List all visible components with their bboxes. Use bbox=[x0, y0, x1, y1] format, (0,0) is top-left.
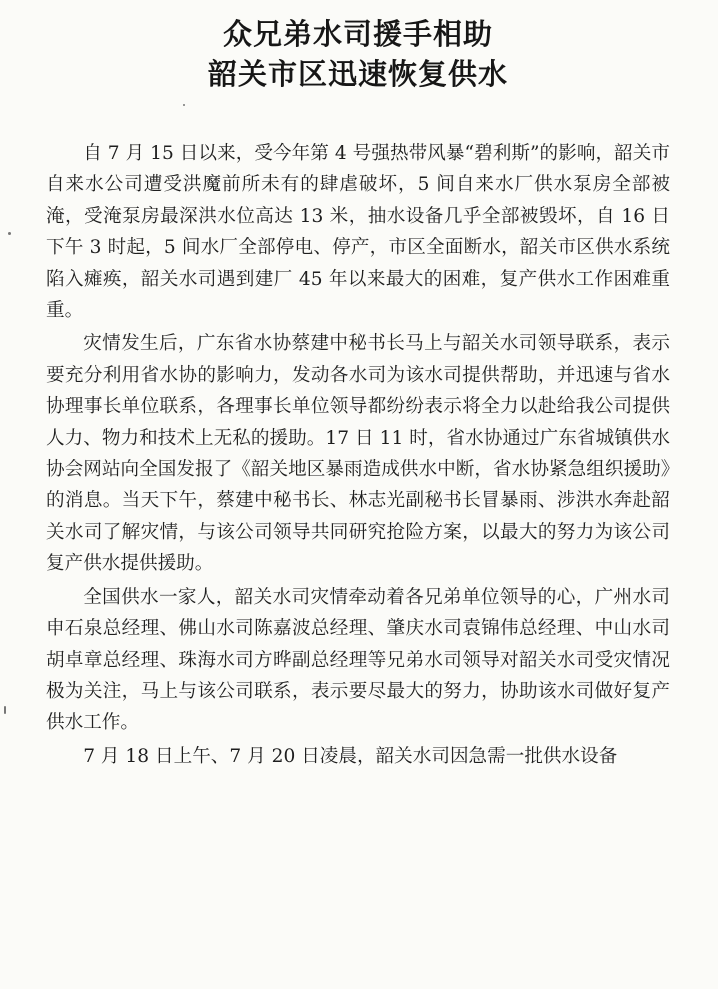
title-line-1: 众兄弟水司援手相助 bbox=[222, 17, 493, 51]
document-body bbox=[46, 138, 670, 772]
paragraph-2: 灾情发生后，广东省水协蔡建中秘书长马上与韶关水司领导联系，表示要充分利用省水协的影响力，发动各水司为该水司提供帮助，并迅速与省水协理事长单位联系，各理事长单位领导都纷纷表示将全力以赴给我公司提供人力、物力和技术上无私的援助。17 日 11 时，省水协通过广东省城镇供水协会网站向全国发报了《韶关地区暴雨造成供水中断，省水协紧急组织援助》的消息。当天下午，蔡建中秘书长、林志光副秘书长冒暴雨、涉洪水奔赴韶关水司了解灾情，与该公司领导共同研究抢险方案，以最大的努力为该公司复产供水提供援助。 bbox=[46, 333, 670, 575]
paragraph-4: 7 月 18 日上午、7 月 20 日凌晨，韶关水司因急需一批供水设备 bbox=[83, 745, 618, 767]
scan-speck bbox=[8, 232, 11, 235]
scan-speck bbox=[183, 104, 185, 106]
document-title bbox=[46, 14, 670, 94]
scan-speck bbox=[4, 706, 6, 714]
paragraph-1: 自 7 月 15 日以来，受今年第 4 号强热带风暴“碧利斯”的影响，韶关市自来水公司遭受洪魔前所未有的肆虐破坏，5 间自来水厂供水泵房全部被淹，受淹泵房最深洪水位高达 13 米，抽水设备几乎全部被毁坏，自 16 日下午 3 时起，5 间水厂全部停电、停产，市区全面断水，韶关市区供水系统陷入瘫痪，韶关水司遇到建厂 45 年以来最大的困难，复产供水工作困难重重。 bbox=[46, 143, 670, 322]
paragraph-3: 全国供水一家人，韶关水司灾情牵动着各兄弟单位领导的心，广州水司申石泉总经理、佛山水司陈嘉波总经理、肇庆水司袁锦伟总经理、中山水司胡卓章总经理、珠海水司方晔副总经理等兄弟水司领导对韶关水司受灾情况极为关注，马上与该公司联系，表示要尽最大的努力，协助该水司做好复产供水工作。 bbox=[46, 586, 670, 734]
title-line-2: 韶关市区迅速恢复供水 bbox=[207, 57, 508, 91]
